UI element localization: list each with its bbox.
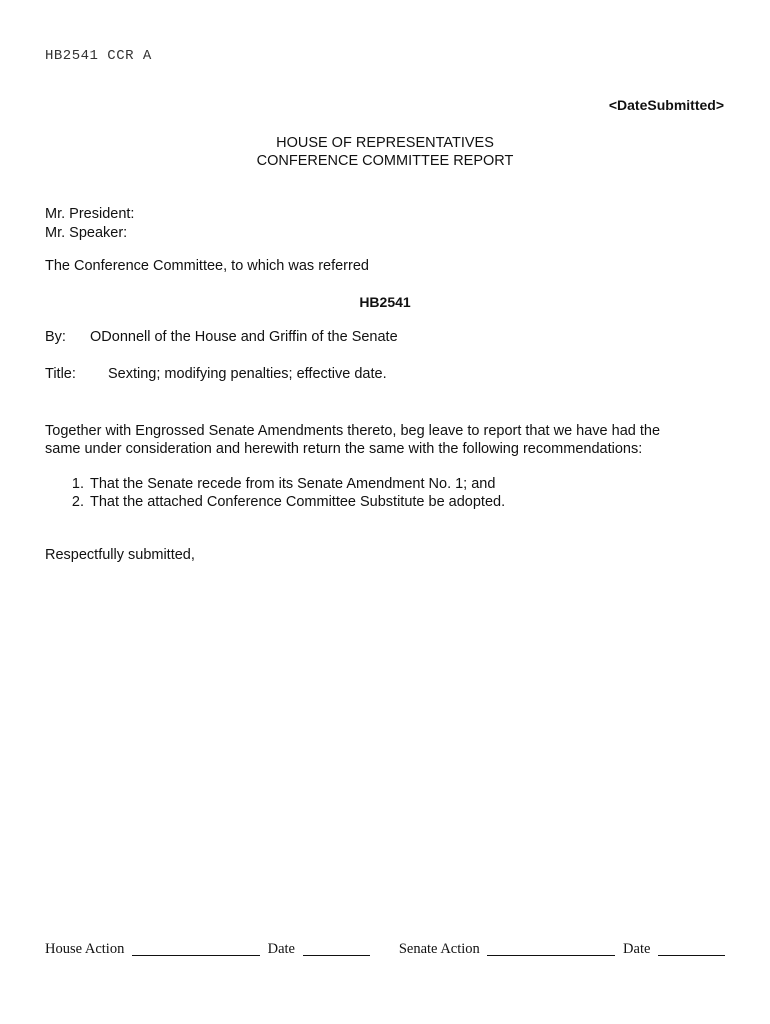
list-item bbox=[45, 475, 505, 493]
title-label: Title: bbox=[45, 366, 76, 382]
recommendations-list bbox=[45, 475, 505, 511]
body-line-2: same under consideration and herewith return the same with the following recommendations: bbox=[45, 441, 643, 457]
salutation-speaker: Mr. Speaker: bbox=[45, 225, 128, 241]
salutation bbox=[45, 205, 134, 243]
house-action-label: House Action bbox=[45, 941, 125, 957]
report-header bbox=[0, 134, 770, 170]
by-line bbox=[45, 329, 398, 345]
list-item-text: That the Senate recede from its Senate Amendment No. 1; and bbox=[90, 476, 496, 492]
header-line-1: HOUSE OF REPRESENTATIVES bbox=[276, 135, 494, 151]
title-line bbox=[45, 366, 387, 382]
senate-action-label: Senate Action bbox=[398, 941, 480, 957]
senate-date-field[interactable] bbox=[658, 941, 725, 956]
header-line-2: CONFERENCE COMMITTEE REPORT bbox=[256, 153, 514, 169]
house-action-field[interactable] bbox=[132, 941, 260, 956]
title-value: Sexting; modifying penalties; effective date. bbox=[108, 366, 387, 382]
bill-number: HB2541 bbox=[359, 294, 411, 310]
by-label: By: bbox=[45, 329, 66, 345]
list-item-text: That the attached Conference Committee Substitute be adopted. bbox=[90, 494, 506, 510]
date-submitted: <DateSubmitted> bbox=[608, 97, 724, 113]
salutation-president: Mr. President: bbox=[45, 206, 135, 222]
senate-action-field[interactable] bbox=[487, 941, 615, 956]
list-item-number: 1. bbox=[71, 476, 84, 492]
list-item-number: 2. bbox=[71, 494, 84, 510]
document-id: HB2541 CCR A bbox=[45, 48, 152, 64]
list-item bbox=[45, 493, 505, 511]
by-value: ODonnell of the House and Griffin of the Senate bbox=[90, 329, 398, 345]
body-paragraph bbox=[45, 422, 725, 458]
house-date-field[interactable] bbox=[303, 941, 370, 956]
senate-date-label: Date bbox=[623, 941, 651, 957]
referral-text: The Conference Committee, to which was referred bbox=[45, 258, 369, 274]
body-line-1: Together with Engrossed Senate Amendments thereto, beg leave to report that we have had the bbox=[45, 423, 661, 439]
action-footer bbox=[45, 941, 729, 958]
closing-text: Respectfully submitted, bbox=[45, 547, 195, 563]
house-date-label: Date bbox=[267, 941, 295, 957]
